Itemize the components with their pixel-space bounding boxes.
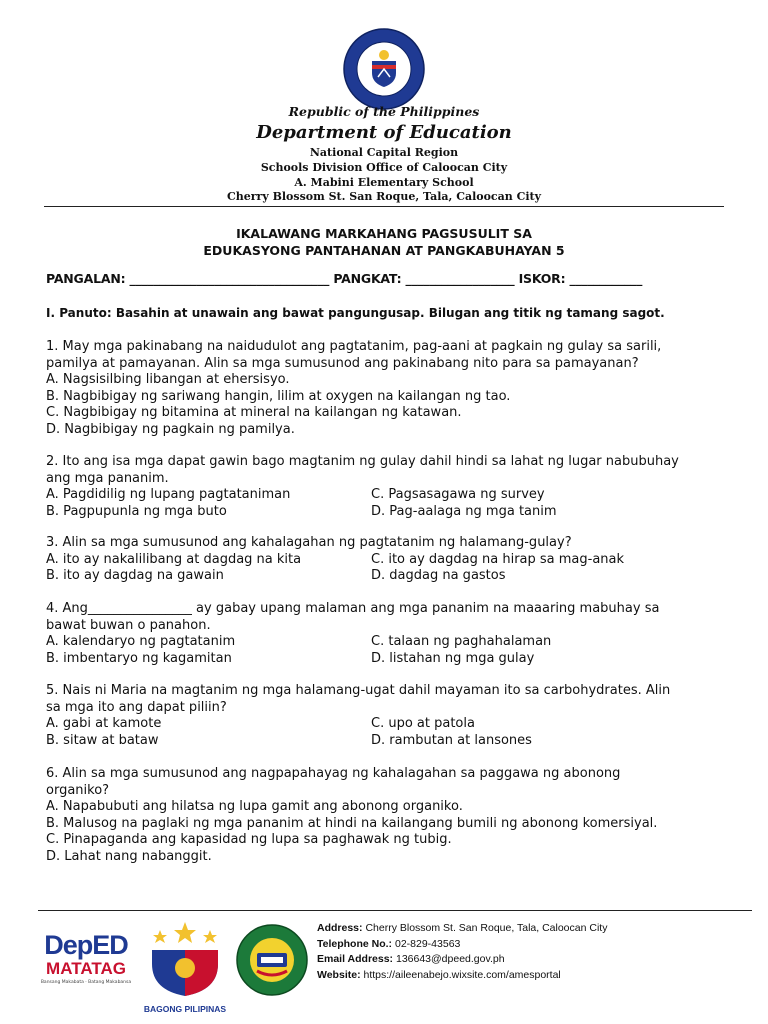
bagong-pilipinas-label: BAGONG PILIPINAS [143,1004,227,1014]
matatag-tagline: Bansang Makabata · Batang Makabansa [40,980,132,985]
bagong-pilipinas-emblem [140,920,230,998]
exam-title-2: EDUKASYONG PANTAHANAN AT PANGKABUHAYAN 5 [203,243,565,258]
question-stem: 4. Ang________________ ay gabay upang malaman ang mga pananim na maaaring mabuhay sa [46,601,660,616]
choice-d[interactable]: D. Nagbibigay ng pagkain ng pamilya. [46,421,295,437]
school-logo [235,923,309,997]
address-label: Address: [317,922,363,934]
question-6 [46,766,736,865]
choice-b[interactable]: B. sitaw at bataw [46,732,159,748]
choice-c[interactable]: C. Pinapaganda ang kapasidad ng lupa sa paghawak ng tubig. [46,832,452,847]
choice-c[interactable]: C. talaan ng paghahalaman [371,634,552,649]
question-stem: 1. May mga pakinabang na naidudulot ang pagtatanim, pag-aani at pagkain ng gulay sa sarili, [46,339,662,354]
choice-b[interactable]: B. Malusog na paglaki ng mga pananim at hindi na kailangang bumili ng abonong komersiyal. [46,815,658,831]
choice-a[interactable]: A. kalendaryo ng pagtatanim [46,634,236,649]
question-stem: 6. Alin sa mga sumusunod ang nagpapahayag ng kahalagahan sa paggawa ng abonong [46,766,621,781]
phone-label: Telephone No.: [317,937,393,950]
republic-line: Republic of the Philippines [288,104,480,119]
region-line: National Capital Region [309,146,459,159]
school-address-line: Cherry Blossom St. San Roque, Tala, Caloocan City [227,190,541,203]
division-line: Schools Division Office of Caloocan City [260,161,508,174]
header-divider [44,206,724,207]
choice-c[interactable]: C. ito ay dagdag na hirap sa mag-anak [371,551,625,567]
website-label: Website: [317,968,361,981]
choice-c[interactable]: C. Pagsasagawa ng survey [371,487,545,502]
choice-a[interactable]: A. Napabubuti ang hilatsa ng lupa gamit ang abonong organiko. [46,799,463,814]
question-stem: 5. Nais ni Maria na magtanim ng mga halamang-ugat dahil mayaman ito sa carbohydrates. Alin [46,683,671,698]
choice-b[interactable]: B. ito ay dagdag na gawain [46,568,224,583]
exam-title-1: IKALAWANG MARKAHANG PAGSUSULIT SA [236,226,532,241]
student-fields[interactable]: PANGALAN: _________________________________ PANGKAT: __________________ ISKOR: ____________ [46,271,643,286]
choice-a[interactable]: A. gabi at kamote [46,716,162,731]
choice-d[interactable]: D. rambutan at lansones [371,732,532,748]
question-4 [46,601,736,667]
question-stem: 2. Ito ang isa mga dapat gawin bago magtanim ng gulay dahil hindi sa lahat ng lugar nabubuhay [46,454,679,469]
choice-c[interactable]: C. upo at patola [371,716,475,731]
contact-block [317,921,607,983]
deped-seal [342,27,426,111]
choice-a[interactable]: A. Pagdidilig ng lupang pagtataniman [46,487,291,502]
question-1 [46,339,736,438]
footer-divider [38,910,752,911]
question-stem: ang mga pananim. [46,470,169,486]
choice-c[interactable]: C. Nagbibigay ng bitamina at mineral na kailangan ng katawan. [46,405,462,420]
question-stem: pamilya at pamayanan. Alin sa mga sumusunod ang pakinabang nito para sa pamayanan? [46,355,639,371]
choice-b[interactable]: B. Nagbibigay ng sariwang hangin, lilim at oxygen na kailangan ng tao. [46,388,511,404]
email-value[interactable]: 136643@dpeed.gov.ph [395,953,505,965]
email-label: Email Address: [317,953,394,965]
phone-value: 02-829-43563 [394,937,461,950]
choice-b[interactable]: B. imbentaryo ng kagamitan [46,650,232,666]
instruction: I. Panuto: Basahin at unawain ang bawat pangungusap. Bilugan ang titik ng tamang sagot. [46,306,665,320]
question-stem: organiko? [46,782,110,798]
choice-d[interactable]: D. Pag-aalaga ng mga tanim [371,503,557,519]
bagong-pilipinas-logo [140,920,230,1015]
choice-b[interactable]: B. Pagpupunla ng mga buto [46,503,227,519]
website-link[interactable]: https://aileenabejo.wixsite.com/amesportal [363,968,561,981]
department-title: Department of Education [256,122,512,143]
question-2 [46,454,736,520]
choice-d[interactable]: D. listahan ng mga gulay [371,650,535,666]
question-stem: sa mga ito ang dapat piliin? [46,699,227,715]
choice-d[interactable]: D. Lahat nang nabanggit. [46,848,212,864]
address-value: Cherry Blossom St. San Roque, Tala, Caloocan City [365,922,608,934]
matatag-wordmark: MATATAG [46,959,126,978]
question-5 [46,683,736,749]
deped-wordmark: DepED [44,930,128,960]
choice-a[interactable]: A. Nagsisilbing libangan at ehersisyo. [46,372,290,387]
school-line: A. Mabini Elementary School [294,176,474,189]
question-3 [46,535,736,585]
choice-a[interactable]: A. ito ay nakalilibang at dagdag na kita [46,551,302,567]
question-stem: bawat buwan o panahon. [46,617,211,633]
question-stem: 3. Alin sa mga sumusunod ang kahalagahan ng pagtatanim ng halamang-gulay? [46,535,572,550]
deped-matatag-logo [36,930,136,1010]
choice-d[interactable]: D. dagdag na gastos [371,568,506,583]
